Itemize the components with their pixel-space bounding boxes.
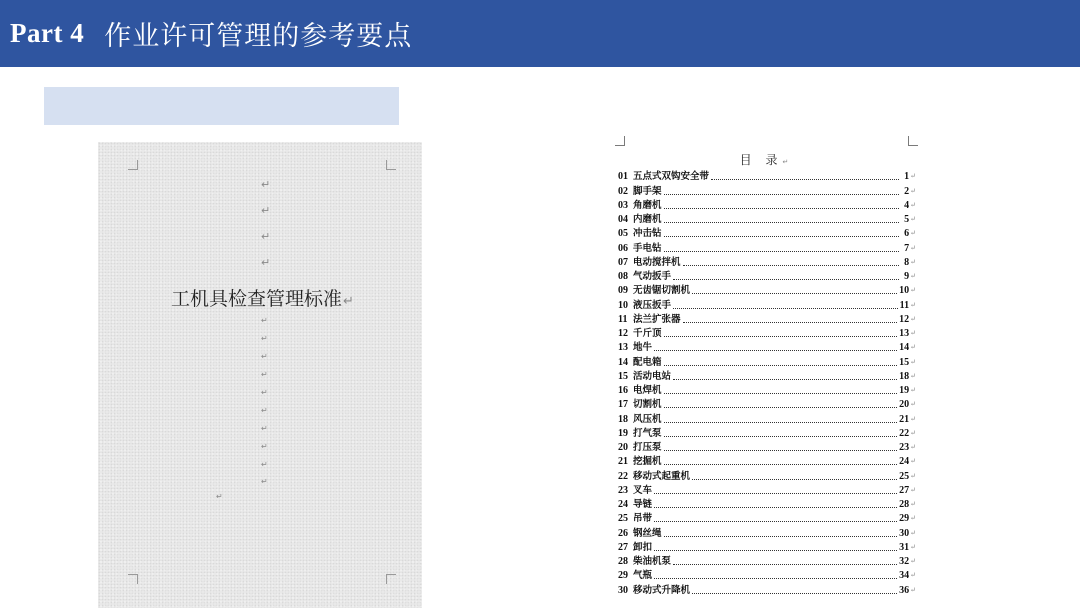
crop-mark [386,574,396,584]
toc-entry-name: 五点式双钩安全带 [633,171,710,183]
crop-mark [615,136,625,146]
toc-entry [618,396,916,410]
toc-entry-number: 10 [618,299,628,311]
toc-entry [618,282,916,296]
toc-entry-name: 液压扳手 [633,299,672,311]
toc-entry-number: 24 [618,499,628,510]
toc-entry-number: 18 [618,413,628,425]
toc-leader-dots [654,350,897,351]
toc-entry-number: 23 [618,484,628,496]
toc-entry-name: 千斤顶 [633,328,662,339]
paragraph-mark: ↵ [261,178,271,191]
toc-entry-number: 11 [618,313,628,325]
paragraph-mark: ↵ [910,286,916,295]
toc-leader-dots [664,450,898,451]
paragraph-mark: ↵ [343,294,354,309]
paragraph-mark: ↵ [910,343,916,352]
toc-entry-page: 31 [899,541,910,553]
toc-entry-name: 钢丝绳 [633,527,662,539]
toc-entry-page: 20 [899,399,910,411]
toc-leader-dots [664,208,900,209]
crop-mark [386,160,396,170]
toc-entry [618,524,916,538]
paragraph-mark: ↵ [910,371,916,380]
cover-title-text: 工机具检查管理标准 [171,288,343,310]
toc-entry-number: 09 [618,285,628,297]
toc-entry-name: 气动扳手 [633,271,672,282]
toc-entry-page: 14 [899,342,910,354]
toc-entry-page: 29 [899,513,910,525]
toc-entry-name: 叉车 [633,484,653,496]
toc-entry-page: 22 [899,427,910,439]
toc-entry [618,211,916,225]
toc-entry [618,325,916,339]
toc-leader-dots [664,236,900,237]
toc-entry-number: 28 [618,556,628,567]
paragraph-mark: ↵ [910,457,916,466]
toc-leader-dots [664,407,898,408]
paragraph-mark: ↵ [910,229,916,238]
crop-mark [908,136,918,146]
paragraph-mark: ↵ [261,388,268,397]
toc-entry-name: 活动电站 [633,370,672,382]
toc-entry-number: 25 [618,513,628,525]
toc-entry-page: 36 [899,584,910,596]
toc-entry-number: 07 [618,256,628,268]
toc-entry [618,239,916,253]
toc-entry [618,225,916,239]
paragraph-mark: ↵ [261,230,271,243]
toc-entry-number: 26 [618,527,628,539]
toc-entry-number: 06 [618,242,628,254]
toc-entry-page: 12 [899,313,910,325]
toc-leader-dots [654,578,897,579]
toc-leader-dots [654,550,897,551]
toc-entry [618,539,916,553]
toc-entry-page: 19 [899,385,910,396]
paragraph-mark: ↵ [910,172,916,181]
paragraph-mark: ↵ [910,400,916,409]
toc-entry-name: 挖掘机 [633,456,662,468]
toc-entry-page: 8 [904,256,910,268]
toc-leader-dots [692,293,897,294]
accent-bar [44,87,399,125]
paragraph-mark: ↵ [261,352,268,361]
toc-leader-dots [654,521,897,522]
toc-entry-name: 移动式起重机 [633,470,691,482]
paragraph-mark: ↵ [910,428,916,437]
toc-entry-name: 移动式升降机 [633,584,691,596]
paragraph-mark: ↵ [910,257,916,266]
paragraph-mark: ↵ [261,460,268,469]
toc-entry-page: 23 [899,442,910,453]
toc-entry-page: 1 [904,171,910,183]
toc-entry-number: 08 [618,271,628,282]
toc-leader-dots [664,336,898,337]
toc-heading [604,151,924,168]
paragraph-mark: ↵ [910,329,916,337]
paragraph-mark: ↵ [261,204,271,217]
toc-entry-page: 4 [904,199,910,211]
toc-entry-page: 5 [904,214,910,225]
toc-entry [618,453,916,467]
toc-entry-page: 11 [899,299,910,311]
toc-entry-name: 风压机 [633,413,662,425]
toc-entry-name: 卸扣 [633,541,653,553]
toc-entry [618,439,916,453]
paragraph-mark: ↵ [261,477,268,486]
toc-entry-name: 电动搅拌机 [633,256,681,268]
toc-entry [618,382,916,396]
toc-entry-name: 打压泵 [633,442,662,453]
toc-entry-name: 内磨机 [633,214,662,225]
toc-entry-name: 吊带 [633,513,653,525]
toc-entry-number: 22 [618,470,628,482]
toc-entry [618,339,916,353]
toc-entry [618,581,916,595]
toc-leader-dots [673,564,897,565]
toc-entry [618,197,916,211]
paragraph-mark: ↵ [782,158,789,166]
toc-entry-page: 34 [899,570,910,582]
toc-heading-text: 目 录 [739,153,783,167]
toc-leader-dots [664,365,898,366]
paragraph-mark: ↵ [261,316,268,325]
toc-entry-name: 无齿锯切割机 [633,285,691,297]
toc-leader-dots [673,379,897,380]
toc-entry-page: 25 [899,470,910,482]
toc-entry [618,467,916,481]
toc-entry [618,254,916,268]
paragraph-mark: ↵ [910,215,916,223]
paragraph-mark: ↵ [910,557,916,565]
toc-entry-name: 柴油机泵 [633,556,672,567]
toc-entry-number: 13 [618,342,628,354]
paragraph-mark: ↵ [261,424,268,433]
toc-entry-number: 20 [618,442,628,453]
toc-entry-name: 法兰扩张器 [633,313,681,325]
toc-entry-number: 12 [618,328,628,339]
toc-leader-dots [664,436,898,437]
paragraph-mark: ↵ [910,443,916,451]
toc-entry-page: 32 [899,556,910,567]
toc-leader-dots [654,493,897,494]
toc-entry-page: 28 [899,499,910,510]
paragraph-mark: ↵ [910,300,916,309]
toc-entry [618,510,916,524]
toc-entry-name: 打气泵 [633,427,662,439]
toc-entry-number: 14 [618,356,628,368]
paragraph-mark: ↵ [261,370,268,379]
paragraph-mark: ↵ [261,334,268,343]
toc-entry-name: 手电钻 [633,242,662,254]
paragraph-mark: ↵ [910,414,916,423]
toc-entry-page: 9 [904,271,910,282]
toc-entry-name: 气瓶 [633,570,653,582]
cover-page-image [98,142,422,608]
toc-entry-name: 脚手架 [633,185,662,197]
toc-entry-page: 7 [904,242,910,254]
paragraph-mark: ↵ [261,442,268,451]
toc-entry [618,567,916,581]
toc-leader-dots [654,507,897,508]
paragraph-mark: ↵ [910,386,916,394]
toc-entry-name: 配电箱 [633,356,662,368]
toc-entry [618,496,916,510]
toc-entry-number: 19 [618,427,628,439]
toc-entry-number: 21 [618,456,628,468]
paragraph-mark: ↵ [910,272,916,280]
toc-page-image [604,136,924,608]
crop-mark [128,160,138,170]
toc-entry-number: 05 [618,228,628,240]
paragraph-mark: ↵ [910,357,916,366]
toc-entry [618,353,916,367]
paragraph-mark: ↵ [910,514,916,523]
toc-leader-dots [673,279,899,280]
toc-entry-name: 角磨机 [633,199,662,211]
toc-entry-number: 29 [618,570,628,582]
toc-entry-number: 03 [618,199,628,211]
toc-entry-page: 15 [899,356,910,368]
cover-title [171,284,354,311]
paragraph-mark: ↵ [261,406,268,415]
toc-entry-number: 16 [618,385,628,396]
toc-entry-page: 24 [899,456,910,468]
toc-entry-name: 电焊机 [633,385,662,396]
toc-entry-number: 17 [618,399,628,411]
toc-entry [618,482,916,496]
toc-entry-number: 04 [618,214,628,225]
toc-entry-page: 2 [904,185,910,197]
toc-leader-dots [673,308,898,309]
paragraph-mark: ↵ [910,528,916,537]
paragraph-mark: ↵ [910,585,916,594]
toc-leader-dots [692,479,897,480]
toc-entry-name: 导链 [633,499,653,510]
crop-mark [128,574,138,584]
toc-leader-dots [664,422,898,423]
toc-entry [618,425,916,439]
toc-entry-number: 02 [618,185,628,197]
paragraph-mark: ↵ [910,485,916,494]
toc-leader-dots [664,536,898,537]
toc-entry-number: 15 [618,370,628,382]
toc-leader-dots [683,322,898,323]
toc-leader-dots [711,179,899,180]
toc-entry-page: 18 [899,370,910,382]
toc-entry [618,268,916,282]
toc-entry-page: 6 [904,228,910,240]
toc-entry [618,553,916,567]
toc-entry-number: 30 [618,584,628,596]
paragraph-mark: ↵ [910,186,916,195]
toc-entry-name: 切割机 [633,399,662,411]
slide-header [0,0,1080,67]
toc-leader-dots [664,222,900,223]
toc-entry-page: 21 [899,413,910,425]
toc-entry [618,311,916,325]
paragraph-mark: ↵ [910,243,916,252]
toc-entry-name: 地牛 [633,342,653,354]
toc-entry-number: 27 [618,541,628,553]
paragraph-mark: ↵ [910,471,916,480]
toc-leader-dots [664,251,900,252]
toc-leader-dots [664,194,900,195]
toc-entry-page: 27 [899,484,910,496]
paragraph-mark: ↵ [910,314,916,323]
toc-entry-page: 30 [899,527,910,539]
toc-entry [618,182,916,196]
toc-leader-dots [692,593,897,594]
toc-list [618,168,916,596]
toc-leader-dots [664,393,898,394]
toc-leader-dots [664,464,898,465]
toc-entry [618,410,916,424]
toc-entry [618,296,916,310]
toc-entry-page: 10 [899,285,910,297]
paragraph-mark: ↵ [910,571,916,580]
toc-entry [618,368,916,382]
toc-entry-number: 01 [618,171,628,183]
paragraph-mark: ↵ [261,256,271,269]
toc-entry-page: 13 [899,328,910,339]
toc-leader-dots [683,265,900,266]
paragraph-mark: ↵ [910,200,916,209]
paragraph-mark: ↵ [910,542,916,551]
paragraph-mark: ↵ [216,492,223,501]
paragraph-mark: ↵ [910,500,916,508]
toc-entry [618,168,916,182]
toc-entry-name: 冲击钻 [633,228,662,240]
slide-title: 作业许可管理的参考要点 [104,21,413,52]
part-label: Part 4 [10,18,85,48]
